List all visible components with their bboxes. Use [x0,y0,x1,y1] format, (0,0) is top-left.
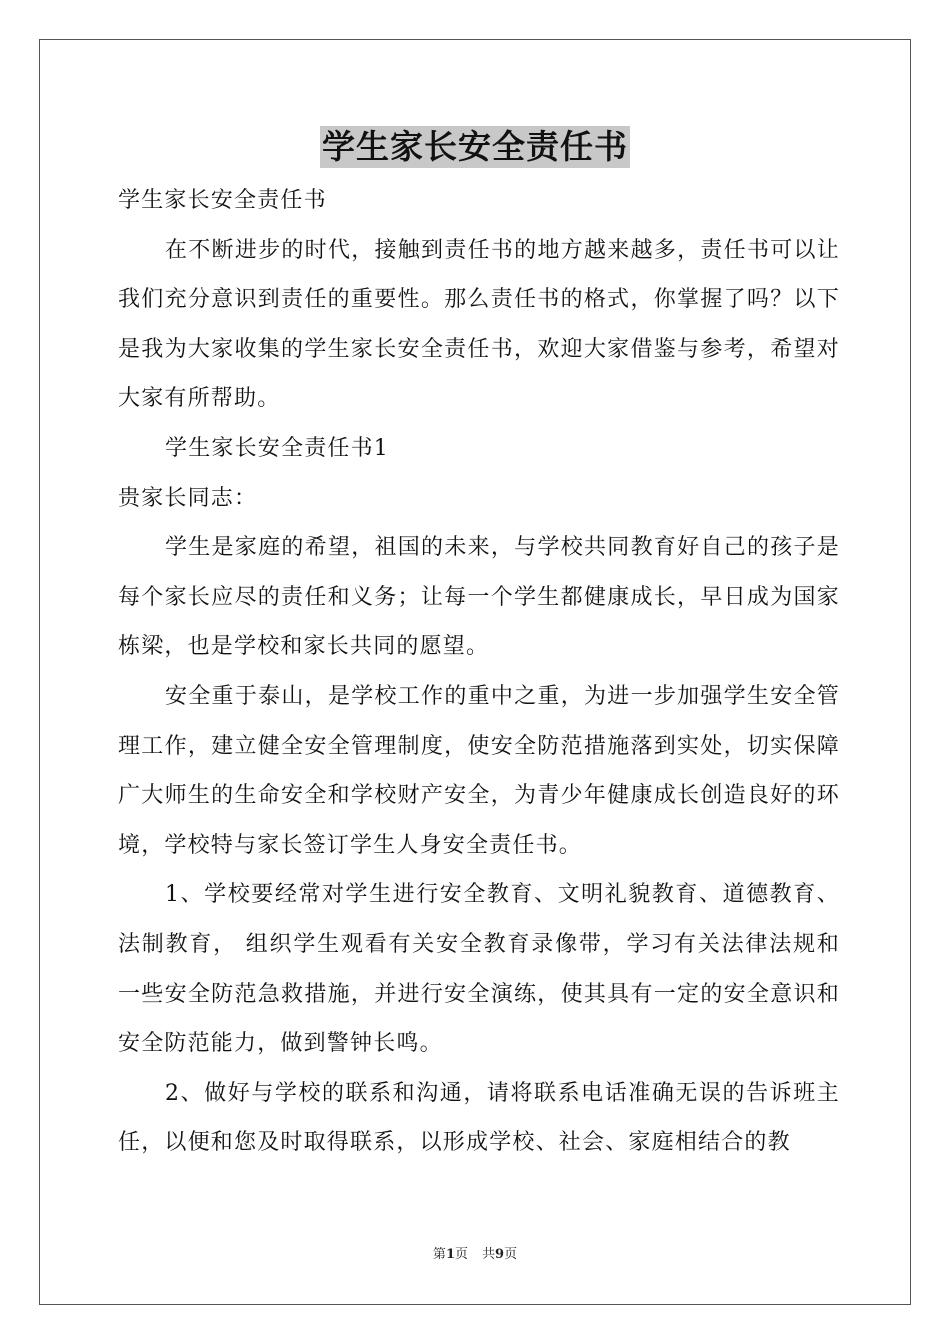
document-body [118,176,840,1168]
document-title: 学生家长安全责任书 [322,127,628,166]
total-prefix: 共 [482,1247,496,1262]
total-pages: 9 [495,1247,505,1262]
title-container [0,126,950,168]
total-suffix: 页 [504,1247,518,1262]
paragraph: 安全重于泰山，是学校工作的重中之重，为进一步加强学生安全管理工作，建立健全安全管理制度，使安全防范措施落到实处，切实保障广大师生的生命安全和学校财产安全，为青少年健康成长创造良好的环境，学校特与家长签订学生人身安全责任书。 [118,683,840,858]
paragraph: 2、做好与学校的联系和沟通，请将联系电话准确无误的告诉班主任，以便和您及时取得联系，以形成学校、社会、家庭相结合的教 [118,1080,840,1156]
page-number: 1 [445,1247,455,1262]
paragraph: 学生是家庭的希望，祖国的未来，与学校共同教育好自己的孩子是每个家长应尽的责任和义务；让每一个学生都健康成长，早日成为国家栋梁，也是学校和家长共同的愿望。 [118,535,840,660]
section-heading: 学生家长安全责任书1 [165,435,389,461]
paragraph: 学生家长安全责任书 [118,188,327,213]
paragraph: 1、学校要经常对学生进行安全教育、文明礼貌教育、道德教育、法制教育， 组织学生观看有关安全教育录像带，学习有关法律法规和一些安全防范急救措施，并进行安全演练，使其具有一定的安全意识和安全防范能力，做到警钟长鸣。 [118,882,840,1057]
page-footer [0,1246,950,1264]
page-suffix: 页 [454,1247,468,1262]
page-prefix: 第 [432,1247,446,1262]
paragraph: 在不断进步的时代，接触到责任书的地方越来越多，责任书可以让我们充分意识到责任的重要性。那么责任书的格式，你掌握了吗？以下是我为大家收集的学生家长安全责任书，欢迎大家借鉴与参考，希望对大家有所帮助。 [118,237,840,412]
salutation: 贵家长同志： [118,485,258,511]
